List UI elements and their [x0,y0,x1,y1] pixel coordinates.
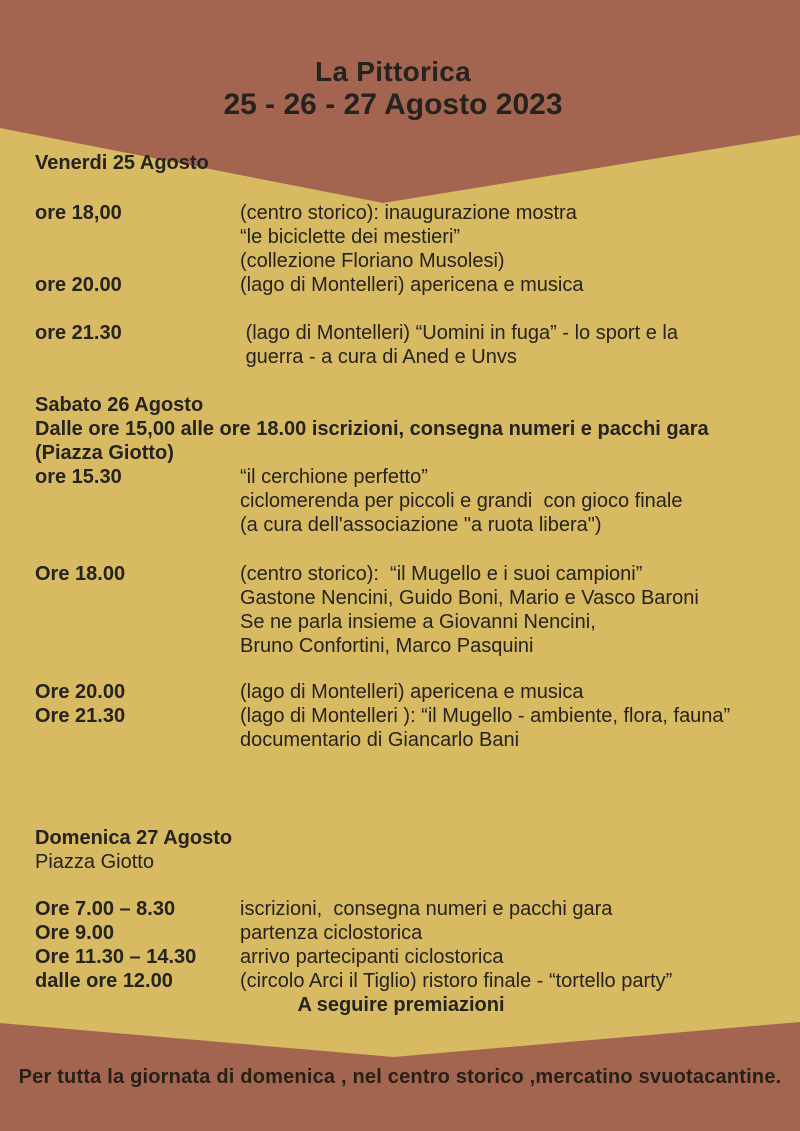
time-label: ore 18,00 [35,202,122,224]
event-description [240,562,767,658]
time-label: Ore 18.00 [35,563,126,585]
schedule-row [35,921,767,945]
event-line: (lago di Montelleri ): “il Mugello - ambiente, flora, fauna” [240,705,731,727]
event-line: “il cerchione perfetto” [240,466,428,488]
event-title: La Pittorica [314,56,472,87]
day-heading-line: Dalle ore 15,00 alle ore 18.00 iscrizioni, consegna numeri e pacchi gara [35,418,709,440]
event-line: (lago di Montelleri) apericena e musica [240,274,584,296]
event-description [240,465,767,537]
event-line: Se ne parla insieme a Giovanni Nencini, [240,611,596,633]
schedule-row [35,704,767,752]
schedule-row [35,562,767,658]
day-heading: Venerdi 25 Agosto [35,152,209,174]
event-line: documentario di Giancarlo Bani [240,729,520,751]
schedule-row [35,465,767,537]
closing-note: A seguire premiazioni [297,994,505,1016]
time-label: Ore 7.00 – 8.30 [35,898,176,920]
time-label: ore 21.30 [35,322,122,344]
event-line: ciclomerenda per piccoli e grandi con gioco finale [240,490,683,512]
day-heading-line: (Piazza Giotto) [35,442,174,464]
schedule-row [35,321,767,369]
schedule-row [35,273,767,297]
event-description [240,969,767,993]
event-line: (lago di Montelleri) apericena e musica [240,681,584,703]
time-label: Ore 11.30 – 14.30 [35,946,197,968]
day-heading: Domenica 27 Agosto [35,827,233,849]
time-label: dalle ore 12.00 [35,970,173,992]
section-domenica [35,826,767,1017]
event-description [240,897,767,921]
day-heading-line: Piazza Giotto [35,851,154,873]
time-label: Ore 21.30 [35,705,126,727]
time-label: Ore 20.00 [35,681,126,703]
schedule [35,151,767,1017]
event-line: partenza ciclostorica [240,922,423,944]
event-description [240,201,767,273]
event-dates: 25 - 26 - 27 Agosto 2023 [223,88,563,121]
event-line: Gastone Nencini, Guido Boni, Mario e Vasco Baroni [240,587,699,609]
title-block [0,55,793,122]
event-description [240,273,767,297]
event-description [240,321,767,369]
schedule-row [35,969,767,993]
section-sabato [35,393,767,752]
event-line: (circolo Arci il Tiglio) ristoro finale - “tortello party” [240,970,673,992]
event-line: (centro storico): “il Mugello e i suoi campioni” [240,563,643,585]
event-line: (lago di Montelleri) “Uomini in fuga” - lo sport e la [240,322,678,344]
event-line: (centro storico): inaugurazione mostra [240,202,577,224]
footer-note: Per tutta la giornata di domenica , nel centro storico ,mercatino svuotacantine. [18,1066,782,1088]
time-label: ore 20.00 [35,274,122,296]
schedule-row [35,945,767,969]
schedule-row [35,897,767,921]
event-description [240,704,767,752]
event-line: (collezione Floriano Musolesi) [240,250,505,272]
schedule-row [35,680,767,704]
event-line: Bruno Confortini, Marco Pasquini [240,635,534,657]
schedule-row [35,201,767,273]
event-line: “le biciclette dei mestieri” [240,226,461,248]
event-line: (a cura dell'associazione "a ruota libera") [240,514,602,536]
event-line: arrivo partecipanti ciclostorica [240,946,504,968]
day-heading: Sabato 26 Agosto [35,394,204,416]
time-label: ore 15.30 [35,466,122,488]
time-label: Ore 9.00 [35,922,114,944]
event-line: guerra - a cura di Aned e Unvs [240,346,517,368]
section-venerdi [35,151,767,369]
event-description [240,680,767,704]
event-description [240,921,767,945]
event-line: iscrizioni, consegna numeri e pacchi gara [240,898,613,920]
event-description [240,945,767,969]
